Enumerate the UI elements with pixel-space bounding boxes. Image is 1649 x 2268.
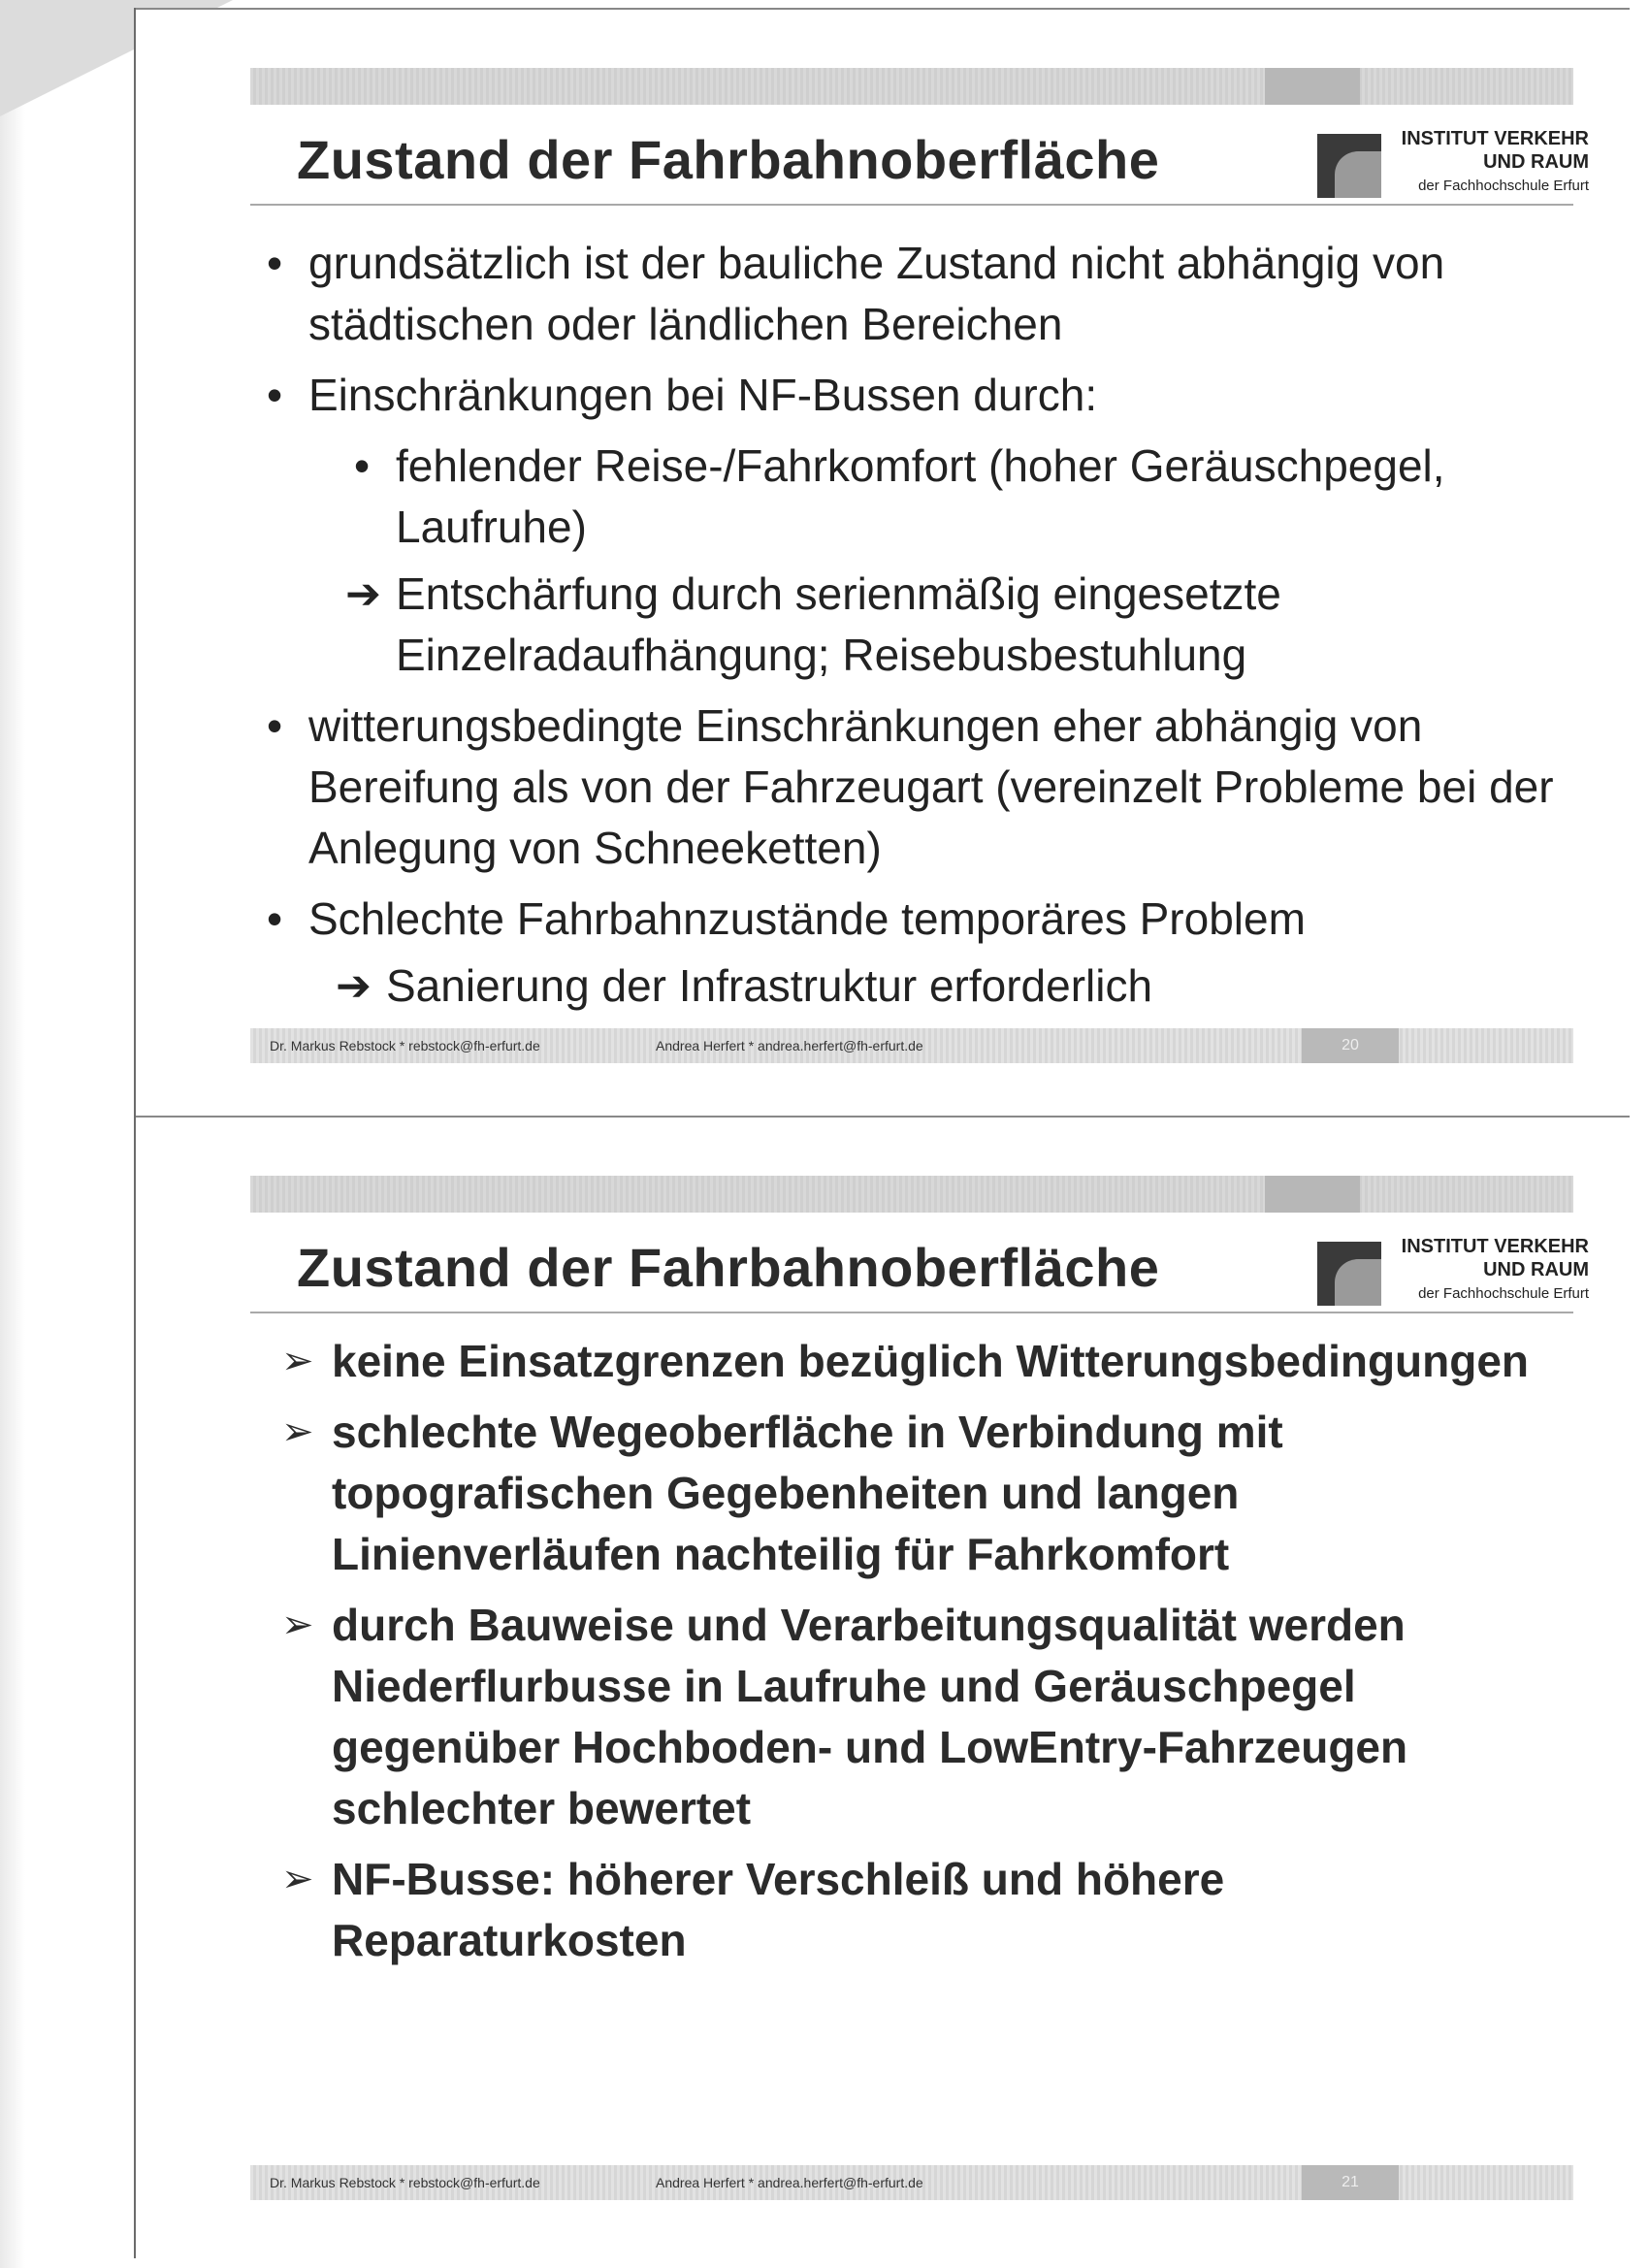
slide-top-bar [250, 1176, 1573, 1213]
slide-21 [136, 1116, 1630, 2243]
chevron-right-icon: ➢ [281, 1858, 314, 1900]
top-bar-accent [1265, 68, 1360, 105]
chevron-right-icon: ➢ [281, 1604, 314, 1646]
slide-20 [136, 8, 1630, 1106]
page-edge-shadow [0, 0, 25, 2268]
logo-mark-icon [1317, 134, 1381, 198]
bullet-text: NF-Busse: höherer Verschleiß und höhere Reparaturkosten [332, 1854, 1225, 1965]
slide-title: Zustand der Fahrbahnoberfläche [297, 1237, 1160, 1298]
logo-line-3: der Fachhochschule Erfurt [1418, 178, 1589, 194]
footer-author-2: Andrea Herfert * andrea.herfert@fh-erfurt.de [656, 1038, 923, 1053]
bullet-text: Sanierung der Infrastruktur erforderlich [386, 960, 1153, 1011]
slide-top-bar [250, 68, 1573, 105]
logo-line-2: UND RAUM [1483, 1259, 1589, 1280]
bullet-text: keine Einsatzgrenzen bezüglich Witterungsbedingungen [332, 1336, 1530, 1386]
arrow-right-icon: ➔ [345, 570, 381, 618]
footer-author-1: Dr. Markus Rebstock * rebstock@fh-erfurt.de [270, 2175, 540, 2190]
bullet-item [260, 233, 1571, 355]
sub-bullet-item [260, 436, 1571, 558]
chevron-item [281, 1595, 1571, 1839]
chevron-right-icon: ➢ [281, 1410, 314, 1453]
logo-line-1: INSTITUT VERKEHR [1401, 128, 1589, 149]
page-number: 21 [1302, 2165, 1399, 2200]
arrow-item [260, 564, 1571, 686]
footer-author-2: Andrea Herfert * andrea.herfert@fh-erfurt.de [656, 2175, 923, 2190]
logo-line-2: UND RAUM [1483, 151, 1589, 173]
title-rule [250, 1312, 1573, 1313]
bullet-text: fehlender Reise-/Fahrkomfort (hoher Geräuschpegel, Laufruhe) [396, 440, 1445, 552]
bullet-text: durch Bauweise und Verarbeitungsqualität werden Niederflurbusse in Laufruhe und Geräuschpegel gegenüber Hochboden- und LowEntry-Fahrzeugen schlechter bewertet [332, 1600, 1408, 1833]
bullet-item [260, 696, 1571, 879]
logo-line-3: der Fachhochschule Erfurt [1418, 1285, 1589, 1302]
bullet-text: Schlechte Fahrbahnzustände temporäres Problem [308, 893, 1306, 944]
institute-logo [1317, 124, 1589, 206]
bullet-text: witterungsbedingte Einschränkungen eher abhängig von Bereifung als von der Fahrzeugart (vereinzelt Probleme bei der Anlegung von Schneeketten) [308, 700, 1554, 873]
slide-footer [250, 1028, 1573, 1063]
slide-body [260, 223, 1571, 1017]
bullet-text: schlechte Wegeoberfläche in Verbindung mit topografischen Gegebenheiten und langen Linienverläufen nachteilig für Fahrkomfort [332, 1407, 1283, 1579]
bullet-text: Entschärfung durch serienmäßig eingesetzte Einzelradaufhängung; Reisebusbestuhlung [396, 568, 1281, 680]
slide-footer [250, 2165, 1573, 2200]
bullet-dot-icon: • [266, 238, 283, 288]
institute-logo [1317, 1232, 1589, 1313]
logo-mark-icon [1317, 1242, 1381, 1306]
bullet-item [260, 889, 1571, 950]
bullet-dot-icon: • [266, 370, 283, 420]
bullet-dot-icon: • [353, 440, 371, 491]
chevron-item [281, 1849, 1571, 1971]
bullet-dot-icon: • [266, 893, 283, 944]
footer-author-1: Dr. Markus Rebstock * rebstock@fh-erfurt.de [270, 1038, 540, 1053]
arrow-item [260, 956, 1571, 1017]
logo-line-1: INSTITUT VERKEHR [1401, 1236, 1589, 1257]
chevron-item [281, 1331, 1571, 1392]
chevron-right-icon: ➢ [281, 1340, 314, 1382]
bullet-text: grundsätzlich ist der bauliche Zustand nicht abhängig von städtischen oder ländlichen Bereichen [308, 238, 1445, 349]
page-number: 20 [1302, 1028, 1399, 1063]
title-rule [250, 204, 1573, 206]
slide-body [281, 1331, 1571, 1981]
top-bar-accent [1265, 1176, 1360, 1213]
bullet-text: Einschränkungen bei NF-Bussen durch: [308, 370, 1098, 420]
bullet-dot-icon: • [266, 700, 283, 751]
chevron-item [281, 1402, 1571, 1585]
bullet-item [260, 365, 1571, 426]
slide-title: Zustand der Fahrbahnoberfläche [297, 129, 1160, 190]
arrow-right-icon: ➔ [336, 962, 372, 1010]
